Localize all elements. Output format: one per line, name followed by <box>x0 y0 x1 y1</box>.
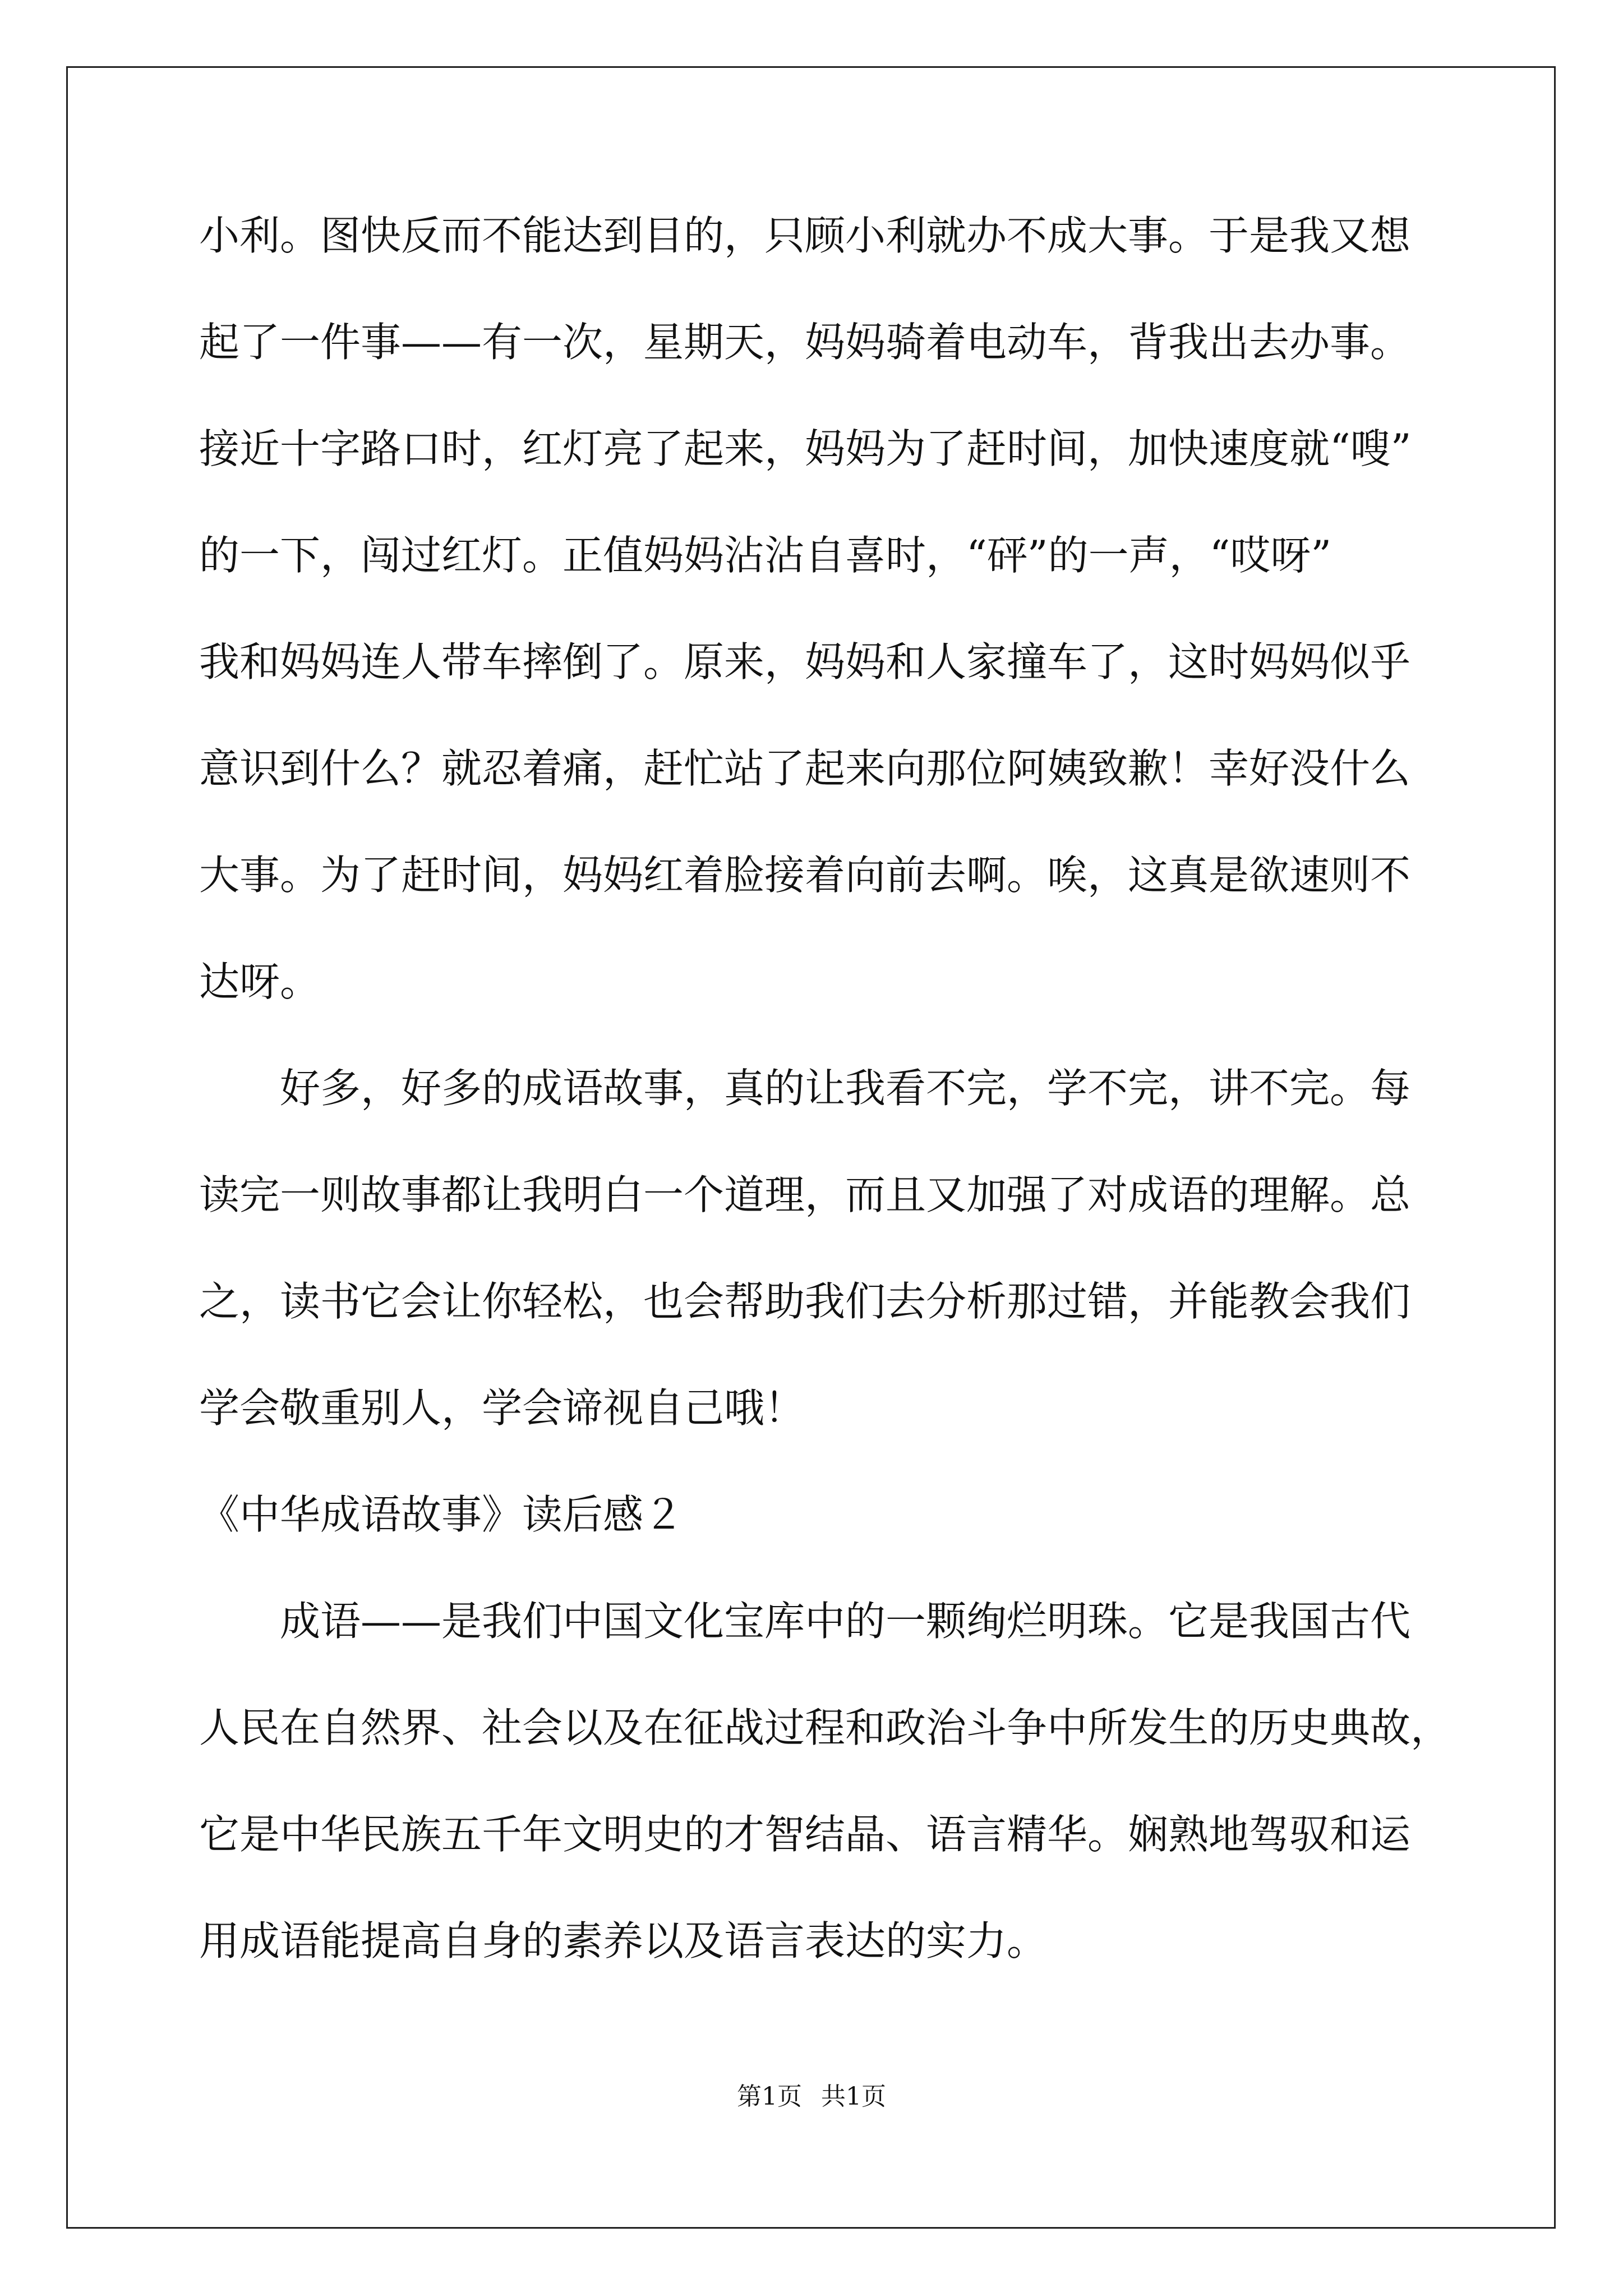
page-footer <box>0 2080 1623 2114</box>
text-line-8: 达呀。 <box>199 958 321 1005</box>
page-total: 共1页 <box>821 2082 886 2111</box>
section-heading: 《中华成语故事》读后感２ <box>199 1491 684 1538</box>
page-border <box>66 66 1556 2229</box>
text-line-2: 起了一件事——有一次，星期天，妈妈骑着电动车，背我出去办事。 <box>199 319 1411 366</box>
text-line-6: 意识到什么？就忍着痛，赶忙站了起来向那位阿姨致歉！幸好没什么 <box>199 745 1411 792</box>
page-number: 第1页 <box>737 2082 802 2111</box>
text-line-10: 读完一则故事都让我明白一个道理，而且又加强了对成语的理解。总 <box>199 1171 1411 1218</box>
text-line-3: 接近十字路口时，红灯亮了起来，妈妈为了赶时间，加快速度就“嗖” <box>199 425 1412 472</box>
text-line-15: 人民在自然界、社会以及在征战过程和政治斗争中所发生的历史典故， <box>199 1704 1451 1751</box>
text-line-4: 的一下，闯过红灯。正值妈妈沾沾自喜时，“砰”的一声，“哎呀” <box>199 532 1332 579</box>
paragraph-start-line: 好多，好多的成语故事，真的让我看不完，学不完，讲不完。每 <box>280 1065 1411 1112</box>
text-line-12: 学会敬重别人，学会谛视自己哦！ <box>199 1384 805 1432</box>
text-line-1: 小利。图快反而不能达到目的，只顾小利就办不成大事。于是我又想 <box>199 212 1411 259</box>
text-line-17: 用成语能提高自身的素养以及语言表达的实力。 <box>199 1917 1048 1964</box>
paragraph-start-line-2: 成语——是我们中国文化宝库中的一颗绚烂明珠。它是我国古代 <box>280 1598 1411 1645</box>
text-line-11: 之，读书它会让你轻松，也会帮助我们去分析那过错，并能教会我们 <box>199 1278 1411 1325</box>
text-line-5: 我和妈妈连人带车摔倒了。原来，妈妈和人家撞车了，这时妈妈似乎 <box>199 638 1411 685</box>
text-line-16: 它是中华民族五千年文明史的才智结晶、语言精华。娴熟地驾驭和运 <box>199 1811 1411 1858</box>
text-line-7: 大事。为了赶时间，妈妈红着脸接着向前去啊。唉，这真是欲速则不 <box>199 852 1411 899</box>
